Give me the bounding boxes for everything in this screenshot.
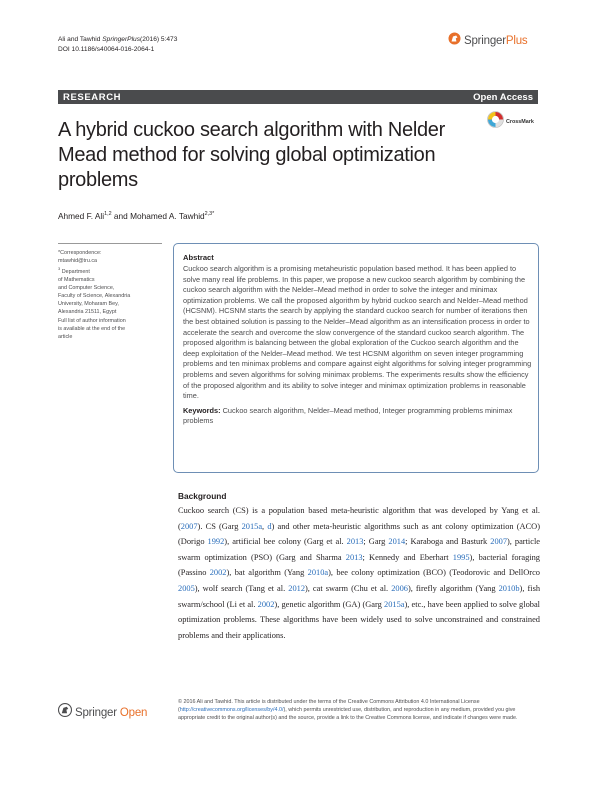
citation-link[interactable]: 2014 bbox=[388, 537, 406, 547]
citation-link[interactable]: 1992 bbox=[207, 537, 225, 547]
citation-link[interactable]: 2013 bbox=[346, 537, 364, 547]
body-text: , bbox=[262, 521, 268, 531]
citation-link[interactable]: 2015a bbox=[241, 521, 263, 531]
abstract-box bbox=[173, 243, 539, 473]
body-text: ). CS (Garg bbox=[197, 521, 242, 531]
springeropen-wordmark: Springer Open bbox=[75, 706, 148, 719]
crossmark-label: CrossMark bbox=[506, 119, 534, 125]
citation-line bbox=[58, 35, 177, 45]
keywords-list: Cuckoo search algorithm, Nelder–Mead method, Integer programming problems minimax problems bbox=[183, 405, 513, 426]
affiliation-line: $^3$ Department bbox=[58, 266, 90, 275]
author-1-affiliation: 1,2 bbox=[104, 211, 112, 218]
keywords-label: Keywords: bbox=[183, 405, 221, 415]
citation-link[interactable]: 2015a bbox=[384, 599, 405, 609]
section-heading-background: Background bbox=[178, 491, 227, 501]
correspondence-label: *Correspondence: bbox=[58, 250, 102, 256]
open-access-label: Open Access bbox=[473, 91, 533, 103]
article-title: A hybrid cuckoo search algorithm with Nelder Mead method for solving global optimization problems bbox=[58, 119, 445, 191]
author-info-note: article bbox=[58, 333, 73, 340]
citation-link[interactable]: 2010a bbox=[307, 568, 329, 578]
header-citation: (2016) 5:473 bbox=[140, 36, 178, 43]
author-info-note: Full list of author information bbox=[58, 317, 126, 324]
springer-horse-icon bbox=[58, 703, 72, 722]
keywords bbox=[183, 406, 532, 427]
article-type-label: RESEARCH bbox=[63, 91, 122, 103]
author-2-affiliation: 2,3* bbox=[204, 211, 215, 218]
header-journal: SpringerPlus bbox=[102, 36, 140, 43]
affiliation-line: Alexandria 21511, Egypt bbox=[58, 309, 117, 316]
author-info-note: is available at the end of the bbox=[58, 325, 126, 332]
citation-link[interactable]: 2007 bbox=[180, 521, 198, 531]
running-header bbox=[58, 35, 177, 55]
citation-link[interactable]: 2007 bbox=[490, 537, 507, 547]
doi[interactable]: DOI 10.1186/s40064-016-2064-1 bbox=[58, 46, 155, 53]
license-link[interactable]: http://creativecommons.org/licenses/by/4.0/ bbox=[179, 706, 284, 713]
license-notice bbox=[178, 699, 540, 723]
body-text: ), etc., have been applied to solve global optimization problems. These algorithms have been widely used to solve unconstrained and constrained problems and their applications. bbox=[178, 599, 540, 640]
springeropen-logo bbox=[58, 703, 147, 722]
article-type-banner bbox=[58, 90, 538, 104]
body-text: ), bacterial foraging (Passino bbox=[178, 552, 540, 578]
author-separator: and bbox=[111, 211, 131, 221]
body-text: ; Kennedy and Eberhart bbox=[362, 552, 453, 562]
body-text: ), fish swarm/school (Li et al. bbox=[178, 583, 541, 609]
body-text: ), firefly algorithm (Yang bbox=[407, 583, 499, 593]
license-text: © 2016 Ali and Tawhid. This article is distributed under the terms of the Creative Commons Attribution 4.0 International License ( bbox=[178, 699, 480, 713]
citation-link[interactable]: 2002 bbox=[209, 568, 227, 578]
springerplus-logo bbox=[448, 32, 527, 50]
citation-link[interactable]: 2013 bbox=[345, 552, 363, 562]
springer-horse-icon bbox=[448, 32, 461, 50]
background-paragraph bbox=[178, 503, 540, 643]
license-text: ), which permits unrestricted use, distribution, and reproduction in any medium, provided you give appropriate credit to the original author(s) and the source, provide a link to the Creative Commons license, and indicate if changes were made. bbox=[178, 706, 518, 721]
author-1[interactable]: Ahmed F. Ali bbox=[58, 211, 105, 221]
body-text: ) and other meta-heuristic algorithms such as ant colony optimization (ACO) (Dorigo bbox=[178, 521, 541, 547]
citation-link[interactable]: 2002 bbox=[257, 599, 275, 609]
citation-link[interactable]: 1995 bbox=[452, 552, 470, 562]
body-text: Cuckoo search (CS) is a population based meta-heuristic algorithm that was developed by Yang et al. ( bbox=[178, 506, 540, 531]
header-authors: Ali and Tawhid bbox=[58, 36, 101, 43]
affiliation-line: of Mathematics bbox=[58, 277, 95, 284]
body-text: ), particle swarm optimization (PSO) (Garg and Sharma bbox=[178, 537, 541, 562]
abstract-heading: Abstract bbox=[183, 253, 214, 262]
citation-link[interactable]: 2006 bbox=[391, 583, 408, 593]
affiliation-line: University, Moharam Bey, bbox=[58, 301, 119, 308]
body-text: ), cat swarm (Chu et al. bbox=[305, 583, 392, 593]
correspondence-email[interactable]: mtawhid@tru.ca bbox=[58, 258, 98, 265]
author-list bbox=[58, 211, 214, 221]
body-text: ), wolf search (Tang et al. bbox=[194, 583, 289, 593]
body-text: ), artificial bee colony (Garg et al. bbox=[224, 537, 347, 547]
abstract-text: Cuckoo search algorithm is a promising metaheuristic population based method. It has been applied to solve many real life problems. In this paper, we propose a new cuckoo search algorithm by combining the cuckoo search algorithm with the Nelder–Mead method in order to solve the integer and minimax optimization problems. We call the proposed algorithm by hybrid cuckoo search and Nelder–Mead method (HCSNM). HCSNM starts the search by applying the standard cuckoo search for number of iterations then the best obtained solution is passing to the Nelder–Mead algorithm as an intensification process in order to accelerate the search and overcome the slow convergence of the standard cuckoo search algorithm. The proposed algorithm is balancing between the global exploration of the Cuckoo search algorithm and the deep exploitation of the Nelder–Mead method. We test HCSNM algorithm on seven integer programming problems and ten minimax problems and compare against eight algorithms for solving integer programming problems and seven algorithms for solving minimax problems. The experiments results show the efficiency of the proposed algorithm and its ability to solve integer and minimax optimization problems in reasonable time. bbox=[183, 264, 532, 401]
affiliation-line: Faculty of Science, Alexandria bbox=[58, 293, 131, 300]
body-text: ; Karaboga and Basturk bbox=[405, 537, 491, 547]
body-text: ), genetic algorithm (GA) (Garg bbox=[274, 599, 385, 609]
springerplus-wordmark: SpringerPlus bbox=[464, 35, 528, 47]
body-text: ), bee colony optimization (BCO) (Teodorovic and DellOrco bbox=[328, 568, 540, 578]
body-text: ), bat algorithm (Yang bbox=[226, 568, 308, 578]
citation-link[interactable]: d bbox=[267, 521, 272, 531]
author-2[interactable]: Mohamed A. Tawhid bbox=[130, 211, 205, 221]
correspondence-sidebar bbox=[58, 243, 162, 341]
citation-link[interactable]: 2005 bbox=[178, 583, 195, 593]
affiliation-line: and Computer Science, bbox=[58, 285, 115, 292]
citation-link[interactable]: 2012 bbox=[288, 583, 305, 593]
citation-link[interactable]: 2010b bbox=[498, 583, 520, 593]
body-text: ; Garg bbox=[363, 537, 389, 547]
